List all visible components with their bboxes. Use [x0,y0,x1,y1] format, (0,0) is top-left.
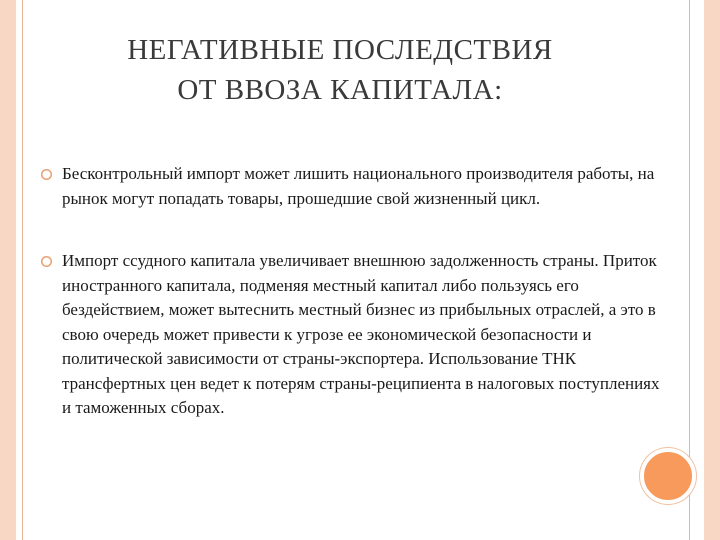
bullet-text: Бесконтрольный импорт может лишить национального производителя работы, на рынок могут попадать товары, прошедшие свой жизненный цикл. [62,164,655,208]
bullet-ring-icon [40,255,53,268]
slide-title [40,30,640,110]
right-decorative-border [704,0,720,540]
bullet-list [40,162,670,459]
bullet-item [40,162,670,211]
title-line-1: НЕГАТИВНЫЕ ПОСЛЕДСТВИЯ [127,34,553,66]
bullet-text: Импорт ссудного капитала увеличивает внешнюю задолженность страны. Приток иностранного капитала, подменяя местный капитал либо пользуясь его бездействием, может вытеснить местный бизнес из прибыльных отраслей, а это в свою очередь может привести к угрозе ее экономической безопасности и политической зависимости от страны-экспортера. Использование ТНК трансфертных цен ведет к потерям страны-реципиента в налоговых поступлениях и таможенных сборах. [62,251,660,417]
bullet-item [40,249,670,421]
decorative-orange-circle [640,448,696,504]
left-decorative-border [0,0,16,540]
bullet-ring-icon [40,168,53,181]
title-line-2: ОТ ВВОЗА КАПИТАЛА: [177,74,503,106]
